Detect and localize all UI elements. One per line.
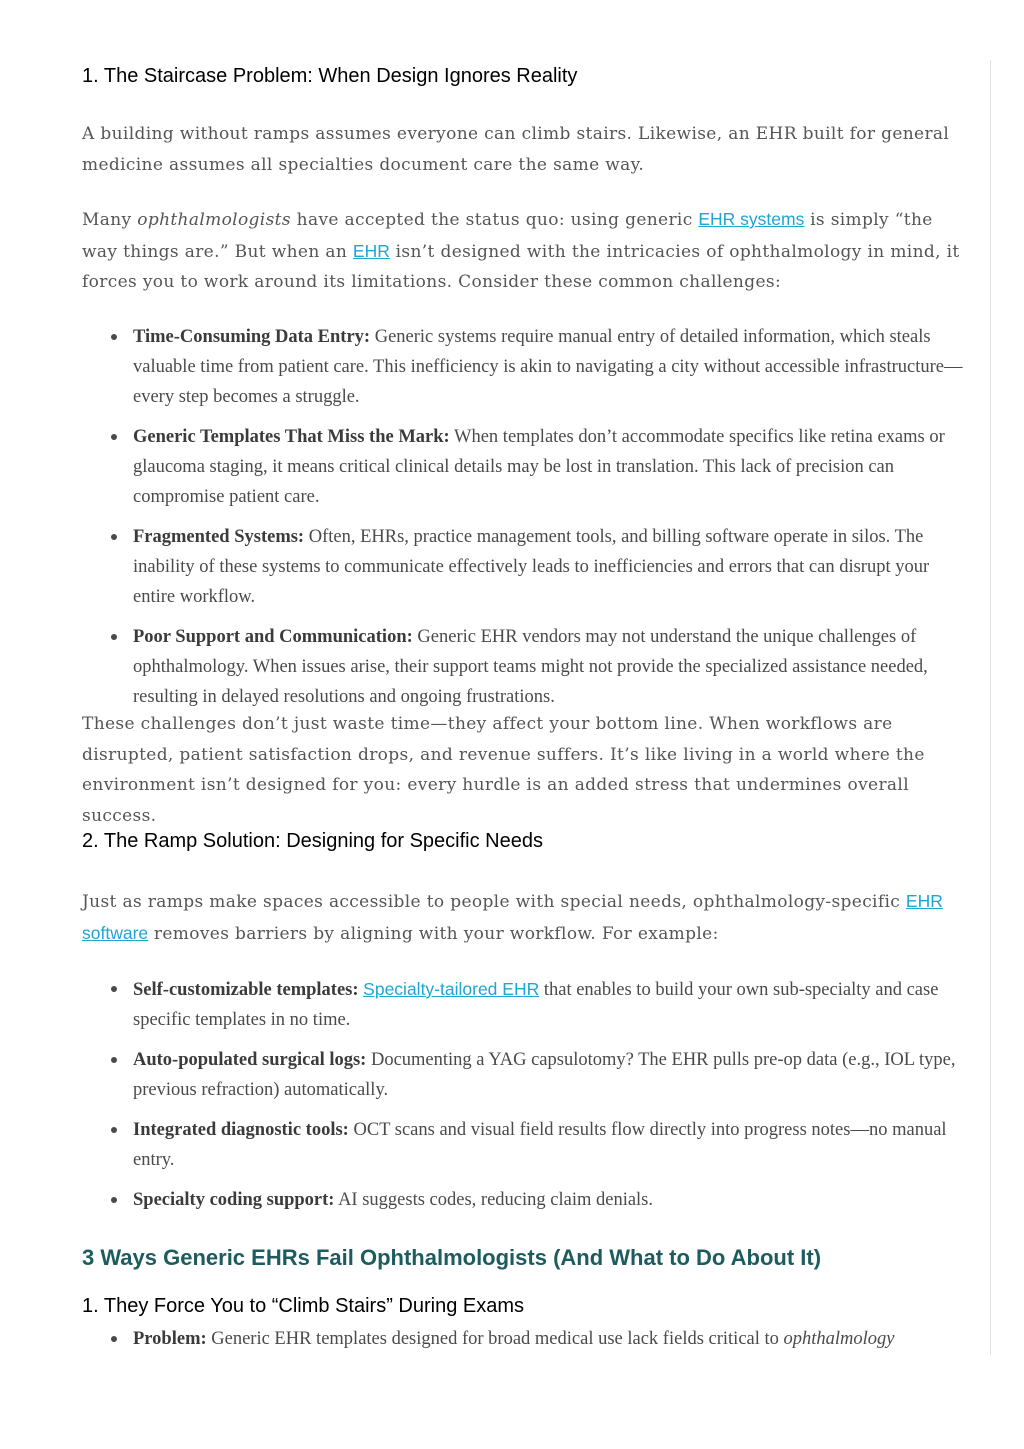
list-item-title: Problem: (133, 1329, 207, 1349)
emphasis-ophthalmology: ophthalmology (783, 1329, 895, 1349)
list-item (82, 1045, 970, 1105)
paragraph-status-quo (82, 204, 970, 298)
list-item (82, 322, 970, 412)
section-heading-three-ways: 3 Ways Generic EHRs Fail Ophthalmologists (And What to Do About It) (82, 1245, 822, 1270)
list-item-title: Fragmented Systems: (133, 527, 305, 547)
solutions-list (82, 974, 970, 1215)
list-item-text: Often, EHRs, practice management tools, and billing software operate in silos. The inability of these systems to communicate effectively leads to inefficiencies and errors that can disrupt your entire workflow. (133, 527, 930, 607)
list-item (82, 1115, 970, 1175)
list-item-title: Time-Consuming Data Entry: (133, 327, 371, 347)
list-item (82, 974, 970, 1035)
list-item-title: Self-customizable templates: (133, 980, 359, 1000)
link-ehr-software[interactable]: EHR software (82, 891, 943, 943)
list-item (82, 422, 970, 512)
paragraph-ramp (82, 886, 970, 949)
list-item (82, 622, 970, 712)
list-item-title: Specialty coding support: (133, 1190, 335, 1210)
list-item-text: Generic EHR vendors may not understand the unique challenges of ophthalmology. When issues arise, their support teams might not provide the specialized assistance needed, resulting in delayed resolutions and ongoing frustrations. (133, 627, 928, 707)
list-item-text: When templates don’t accommodate specifics like retina exams or glaucoma staging, it means critical clinical details may be lost in translation. This lack of precision can compromise patient care. (133, 427, 945, 507)
text-span: isn’t designed with the intricacies of ophthalmology in mind, it forces you to work around its limitations. Consider these common challenges: (82, 241, 960, 292)
paragraph-intro: A building without ramps assumes everyone can climb stairs. Likewise, an EHR built for general medicine assumes all specialties document care the same way. (82, 124, 950, 175)
section-heading-staircase: 1. The Staircase Problem: When Design Ignores Reality (82, 65, 578, 87)
list-item (82, 1324, 970, 1354)
problems-list (82, 1324, 970, 1354)
list-item-title: Poor Support and Communication: (133, 627, 413, 647)
text-span: Many (82, 210, 138, 230)
text-span: Just as ramps make spaces accessible to people with special needs, ophthalmology-specific (82, 892, 906, 912)
section-heading-ramp: 2. The Ramp Solution: Designing for Specific Needs (82, 830, 543, 852)
link-ehr[interactable]: EHR (352, 240, 390, 261)
page-edge-rule (990, 60, 991, 1355)
link-specialty-tailored-ehr[interactable]: Specialty-tailored EHR (363, 979, 540, 999)
link-ehr-systems[interactable]: EHR systems (698, 209, 805, 229)
list-item-text: OCT scans and visual field results flow directly into progress notes—no manual entry. (133, 1120, 947, 1170)
text-span: have accepted the status quo: using generic (290, 210, 699, 230)
list-item-title: Auto-populated surgical logs: (133, 1050, 367, 1070)
challenges-list (82, 322, 970, 712)
list-item-title: Generic Templates That Miss the Mark: (133, 427, 450, 447)
list-item-text: Documenting a YAG capsulotomy? The EHR pulls pre-op data (e.g., IOL type, previous refraction) automatically. (133, 1050, 956, 1100)
text-span: removes barriers by aligning with your workflow. For example: (148, 923, 719, 944)
list-item (82, 1185, 970, 1215)
paragraph-bottom-line: These challenges don’t just waste time—they affect your bottom line. When workflows are disrupted, patient satisfaction drops, and revenue suffers. It’s like living in a world where the environment isn’t designed for you: every hurdle is an added stress that undermines overall success. (82, 714, 925, 826)
list-item-text: AI suggests codes, reducing claim denials. (334, 1190, 654, 1210)
list-item (82, 522, 970, 612)
text-span: is simply “the way things are.” But when an (82, 210, 933, 262)
list-item-text: that enables to build your own sub-specialty and case specific templates in no time. (133, 980, 939, 1030)
list-item-title: Integrated diagnostic tools: (133, 1120, 349, 1140)
list-item-text: Generic systems require manual entry of detailed information, which steals valuable time from patient care. This inefficiency is akin to navigating a city without accessible infrastructure—every step becomes a struggle. (133, 327, 963, 407)
list-item-text: Generic EHR templates designed for broad medical use lack fields critical to (206, 1329, 784, 1349)
emphasis-ophthalmologists: ophthalmologists (137, 210, 291, 230)
subheading-climb-stairs: 1. They Force You to “Climb Stairs” During Exams (82, 1295, 525, 1317)
